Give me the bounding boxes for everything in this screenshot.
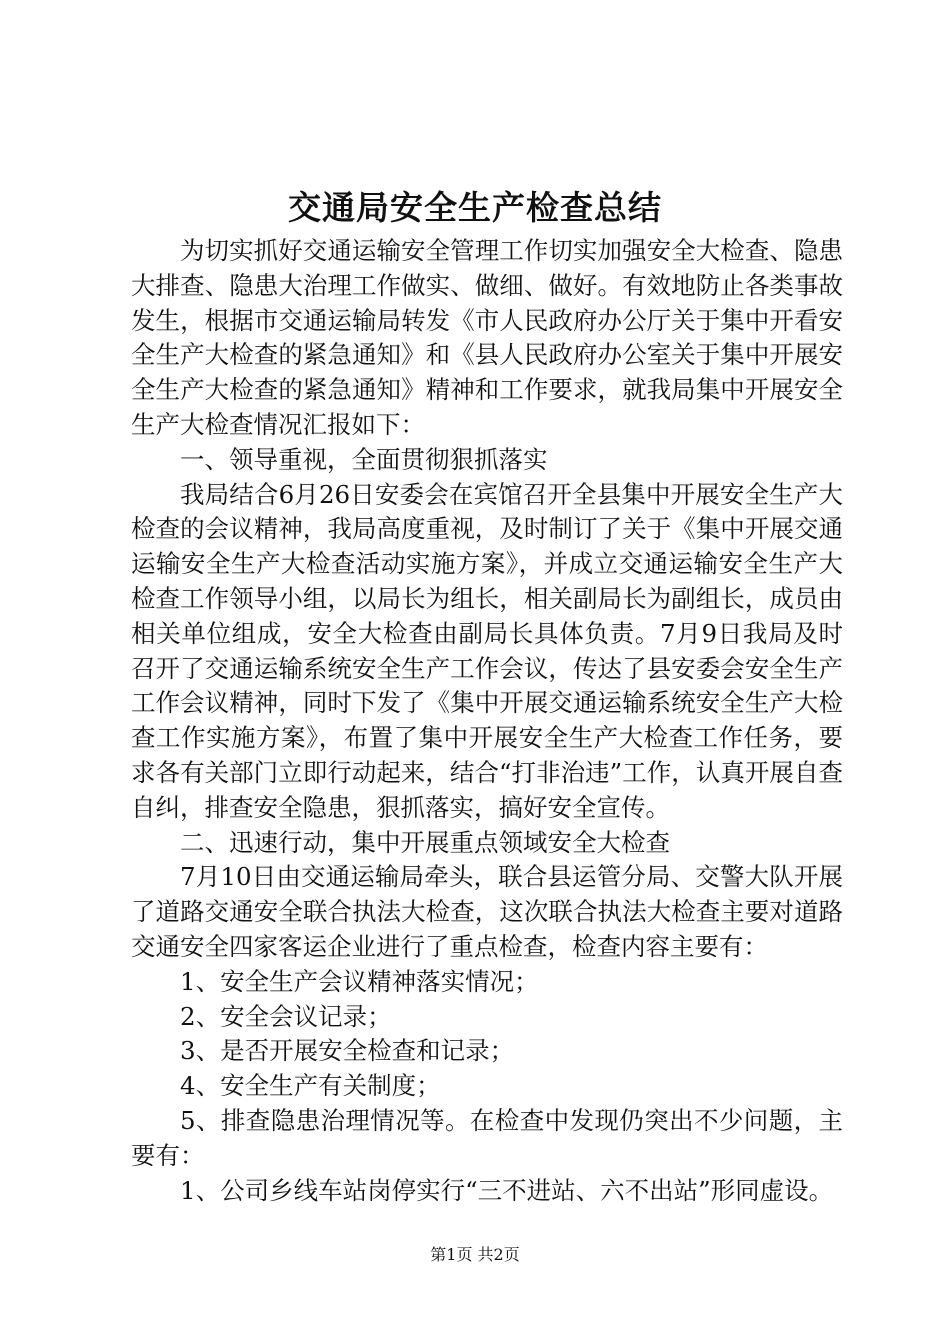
list-item: 3、是否开展安全检查和记录； [180,1036,515,1066]
list-item: 2、安全会议记录； [180,1001,392,1031]
section-1-paragraph: 我局结合6月26日安委会在宾馆召开全县集中开展安全生产大检查的会议精神，我局高度重视，及时制订了关于《集中开展交通运输安全生产大检查活动实施方案》，并成立交通运输安全生产大检查工作领导小组，以局长为组长，相关副局长为副组长，成员由相关单位组成，安全大检查由副局长具体负责。7月9日我局及时召开了交通运输系统安全生产工作会议，传达了县安委会安全生产工作会议精神，同时下发了《集中开展交通运输系统安全生产大检查工作实施方案》，布置了集中开展安全生产大检查工作任务，要求各有关部门立即行动起来，结合“打非治违”工作，认真开展自查自纠，排查安全隐患，狠抓落实，搞好安全宣传。 [131,479,843,822]
section-heading-1: 一、领导重视，全面贯彻狠抓落实 [180,444,548,474]
intro-paragraph: 为切实抓好交通运输安全管理工作切实加强安全大检查、隐患大排查、隐患大治理工作做实、做细、做好。有效地防止各类事故发生，根据市交通运输局转发《市人民政府办公厅关于集中开看安全生产大检查的紧急通知》和《县人民政府办公室关于集中开展安全生产大检查的紧急通知》精神和工作要求，就我局集中开展安全生产大检查情况汇报如下： [131,236,843,439]
list-item: 5、排查隐患治理情况等。在检查中发现仍突出不少问题，主要有： [131,1105,843,1170]
problem-item: 1、公司乡线车站岗停实行“三不进站、六不出站”形同虚设。 [180,1175,834,1205]
document-title: 交通局安全生产检查总结 [288,188,662,227]
list-item: 1、安全生产会议精神落实情况； [180,966,539,996]
list-item: 4、安全生产有关制度； [180,1071,441,1101]
section-heading-2: 二、迅速行动，集中开展重点领域安全大检查 [180,827,670,857]
page-footer: 第1页 共2页 [430,1245,520,1264]
section-2-paragraph: 7月10日由交通运输局牵头，联合县运管分局、交警大队开展了道路交通安全联合执法大检查，这次联合执法大检查主要对道路交通安全四家客运企业进行了重点检查，检查内容主要有： [131,862,843,961]
document-body [131,234,843,1208]
